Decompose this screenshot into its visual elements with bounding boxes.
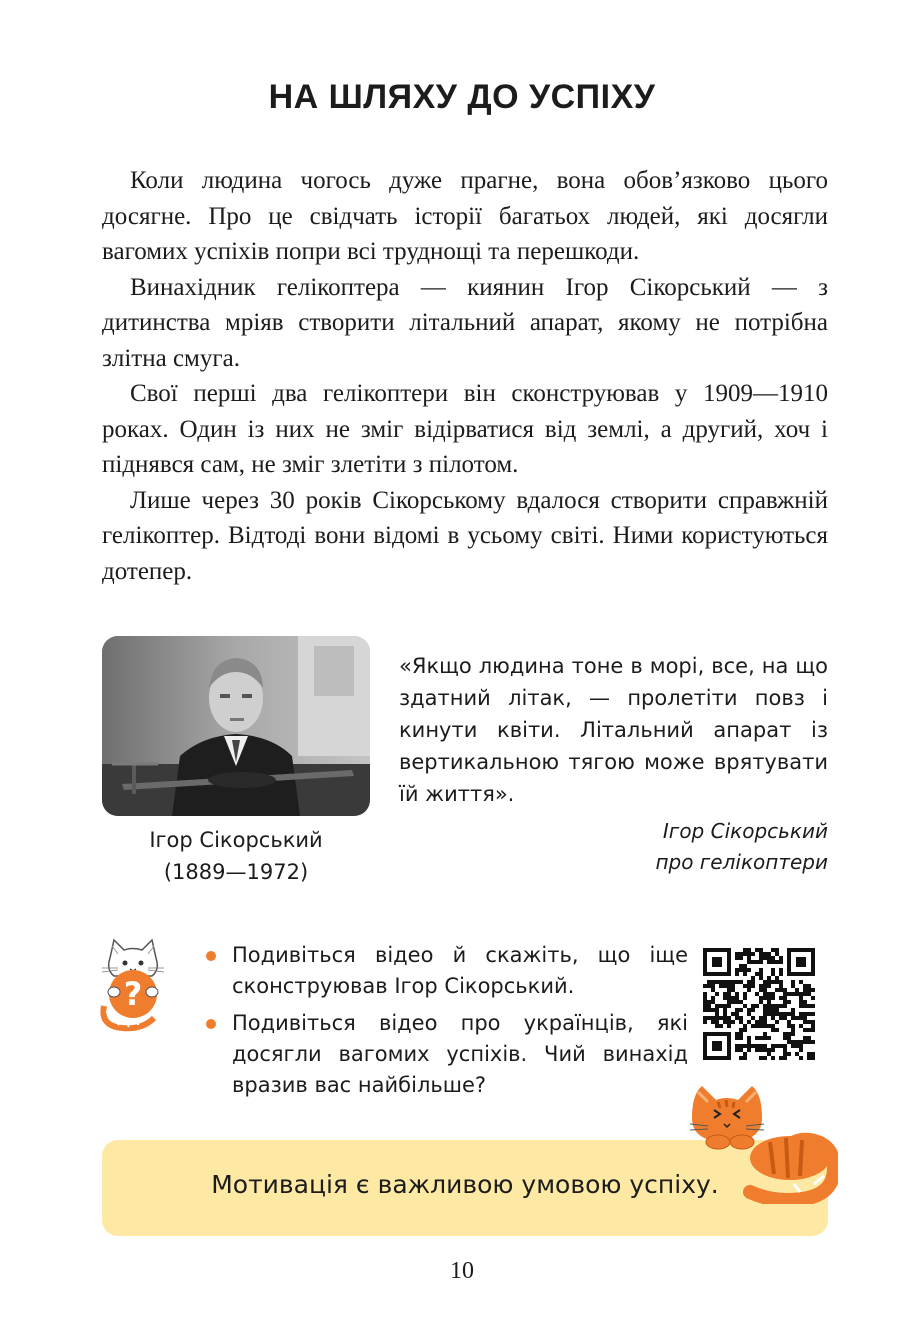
portrait-photo <box>102 636 370 816</box>
page-title: НА ШЛЯХУ ДО УСПІХУ <box>268 78 656 116</box>
task-list <box>206 940 688 1101</box>
photo-caption <box>102 824 370 888</box>
svg-text:?: ? <box>123 975 143 1013</box>
paragraph: Лише через 30 років Сікорському вдалося створити справжній гелікоптер. Відтоді вони відомі в усьому світі. Ними користуються дотепер. <box>102 486 828 585</box>
paragraph: Коли людина чогось дуже прагне, вона обов’язково цього досягне. Про це свідчать історії багатьох людей, які досягли вагомих успіхів попри всі труднощі та перешкоди. <box>102 167 828 265</box>
caption-name: Ігор Сікорський <box>149 828 323 852</box>
bullet-icon <box>206 951 216 961</box>
main-text <box>102 163 828 589</box>
task-text: Подивіться відео про українців, які досягли вагомих успіхів. Чий винахід вразив вас найбільше? <box>232 1011 688 1097</box>
quote-author: Ігор Сікорський <box>662 819 828 843</box>
qr-code-icon[interactable] <box>703 948 815 1060</box>
banner-text: Мотивація є важливою умовою успіху. <box>211 1170 719 1199</box>
quote-text: «Якщо людина тоне в морі, все, на що здатний літак, — пролетіти повз і кинути квіти. Літальний апарат із вертикальною тягою може врятувати їй життя». <box>399 654 828 806</box>
list-item <box>206 1008 688 1101</box>
lying-cat-icon <box>690 1080 838 1204</box>
task-text: Подивіться відео й скажіть, що іще сконструював Ігор Сікорський. <box>232 943 688 998</box>
paragraph: Свої перші два гелікоптери він сконструював у 1909—1910 роках. Один із них не зміг відірватися від землі, а другий, хоч і піднявся сам, не зміг злетіти з пілотом. <box>102 380 828 478</box>
quote-context: про гелікоптери <box>655 850 828 874</box>
paragraph: Винахідник гелікоптера — киянин Ігор Сікорський — з дитинства мріяв створити літальний апарат, якому не потрібна злітна смуга. <box>102 273 828 372</box>
page-number: 10 <box>450 1258 474 1284</box>
bullet-icon <box>206 1019 216 1029</box>
list-item <box>206 940 688 1002</box>
quote-attribution <box>560 816 828 878</box>
caption-years: (1889—1972) <box>163 860 309 884</box>
question-cat-icon <box>98 936 168 1032</box>
